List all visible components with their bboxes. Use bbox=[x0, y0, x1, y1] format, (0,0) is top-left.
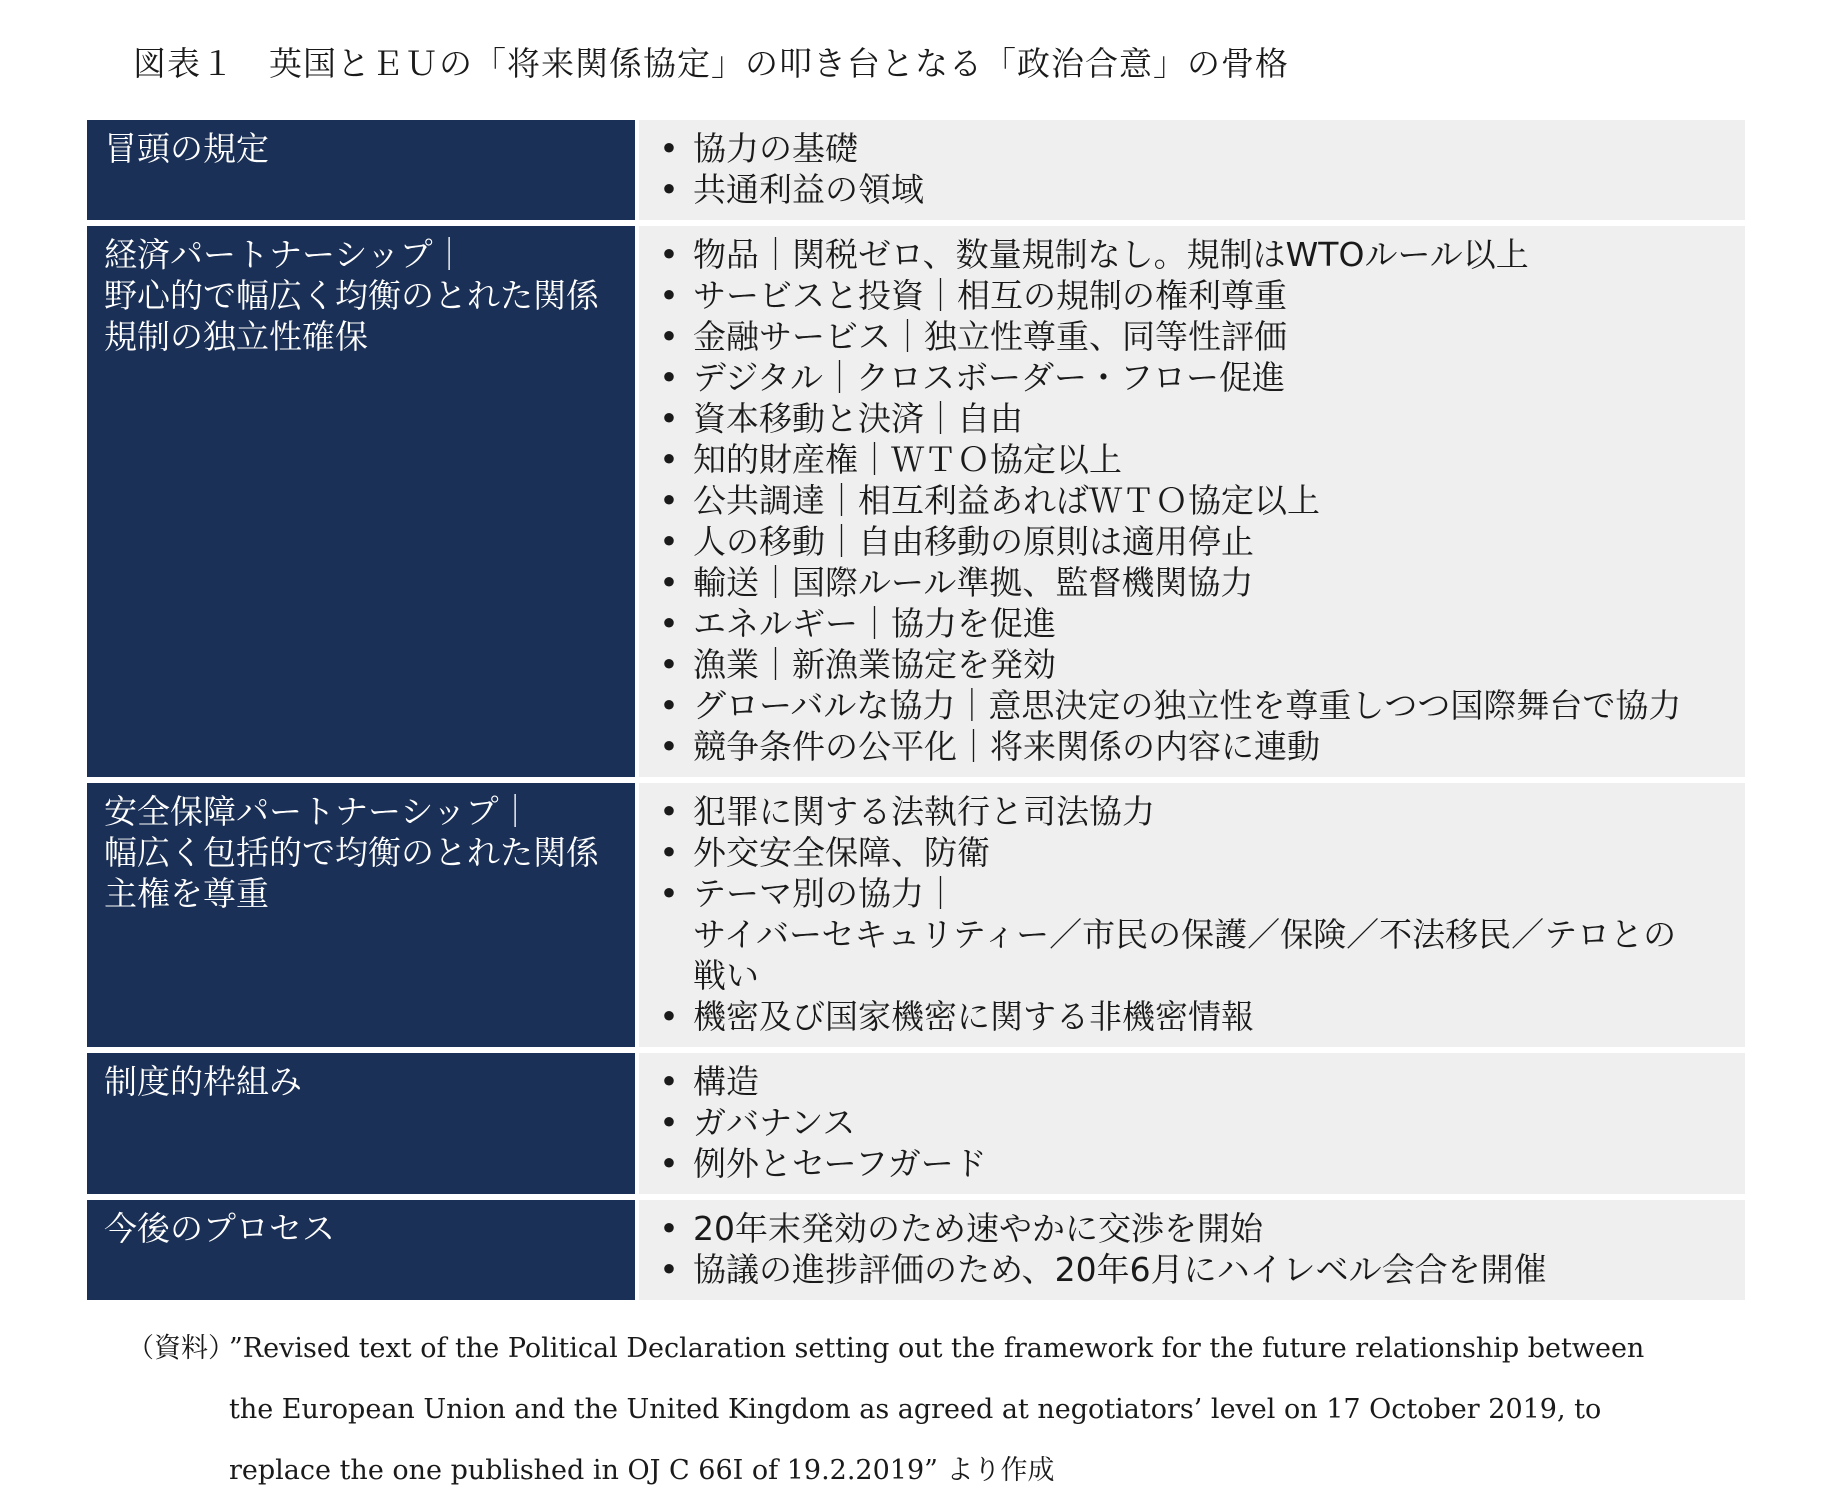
bullet-icon: • bbox=[659, 235, 679, 274]
item-list bbox=[639, 783, 1745, 1047]
category-cell bbox=[87, 1053, 639, 1194]
category-label: 今後のプロセス bbox=[104, 1209, 335, 1248]
list-item bbox=[639, 791, 1745, 832]
item-text: 犯罪に関する法執行と司法協力 bbox=[693, 792, 1155, 831]
bullet-icon: • bbox=[659, 522, 679, 561]
category-cell bbox=[87, 1200, 639, 1300]
category-label: 経済パートナーシップ｜ bbox=[104, 235, 466, 274]
list-item bbox=[639, 873, 1745, 996]
list-item bbox=[639, 316, 1745, 357]
item-text: 競争条件の公平化｜将来関係の内容に連動 bbox=[693, 727, 1320, 766]
list-item bbox=[639, 398, 1745, 439]
table-row bbox=[87, 226, 1745, 783]
bullet-icon: • bbox=[659, 686, 679, 725]
category-cell bbox=[87, 120, 639, 220]
list-item bbox=[639, 169, 1745, 210]
bullet-icon: • bbox=[659, 604, 679, 643]
list-item bbox=[639, 832, 1745, 873]
bullet-icon: • bbox=[659, 997, 679, 1036]
framework-table bbox=[87, 120, 1745, 1300]
item-text: 協力の基礎 bbox=[693, 129, 858, 168]
table-row bbox=[87, 1200, 1745, 1300]
item-text: 構造 bbox=[693, 1062, 759, 1101]
list-item bbox=[639, 603, 1745, 644]
item-text: 外交安全保障、防衛 bbox=[693, 833, 990, 872]
item-list bbox=[639, 1053, 1745, 1194]
figure-title: 図表１ 英国とＥＵの「将来関係協定」の叩き台となる「政治合意」の骨格 bbox=[133, 44, 1289, 83]
list-item bbox=[639, 1102, 1745, 1143]
list-item bbox=[639, 562, 1745, 603]
bullet-icon: • bbox=[659, 440, 679, 479]
list-item bbox=[639, 439, 1745, 480]
bullet-icon: • bbox=[659, 358, 679, 397]
table-row bbox=[87, 1053, 1745, 1200]
bullet-icon: • bbox=[659, 1144, 679, 1183]
item-text: 20年末発効のため速やかに交渉を開始 bbox=[693, 1209, 1263, 1248]
bullet-icon: • bbox=[659, 833, 679, 872]
item-text: 人の移動｜自由移動の原則は適用停止 bbox=[693, 522, 1254, 561]
table-row bbox=[87, 783, 1745, 1053]
source-line: the European Union and the United Kingdom as agreed at negotiators’ level on 17 October 2019, to bbox=[229, 1394, 1602, 1425]
bullet-icon: • bbox=[659, 481, 679, 520]
bullet-icon: • bbox=[659, 1062, 679, 1101]
item-text: サービスと投資｜相互の規制の権利尊重 bbox=[693, 276, 1287, 315]
source-text bbox=[229, 1318, 1824, 1501]
list-item bbox=[639, 996, 1745, 1037]
item-text: 共通利益の領域 bbox=[693, 170, 924, 209]
list-item bbox=[639, 726, 1745, 767]
category-label: 主権を尊重 bbox=[104, 874, 269, 913]
category-label: 制度的枠組み bbox=[104, 1062, 302, 1101]
bullet-icon: • bbox=[659, 1250, 679, 1289]
bullet-icon: • bbox=[659, 317, 679, 356]
list-item bbox=[639, 1061, 1745, 1102]
bullet-icon: • bbox=[659, 874, 679, 913]
list-item bbox=[639, 480, 1745, 521]
item-text: テーマ別の協力｜ bbox=[693, 874, 957, 913]
item-list bbox=[639, 1200, 1745, 1300]
item-text: 例外とセーフガード bbox=[693, 1144, 987, 1183]
list-item bbox=[639, 357, 1745, 398]
bullet-icon: • bbox=[659, 399, 679, 438]
item-text: 機密及び国家機密に関する非機密情報 bbox=[693, 997, 1254, 1036]
bullet-icon: • bbox=[659, 727, 679, 766]
bullet-icon: • bbox=[659, 129, 679, 168]
source-line: ”Revised text of the Political Declaration setting out the framework for the future relationship between bbox=[229, 1333, 1645, 1364]
list-item bbox=[639, 644, 1745, 685]
list-item bbox=[639, 685, 1745, 726]
item-text: ガバナンス bbox=[693, 1103, 856, 1142]
category-label: 冒頭の規定 bbox=[104, 129, 269, 168]
bullet-icon: • bbox=[659, 563, 679, 602]
source-line: replace the one published in OJ C 66I of 19.2.2019” より作成 bbox=[229, 1455, 1055, 1486]
item-text: 戦い bbox=[693, 956, 759, 995]
list-item bbox=[639, 1143, 1745, 1184]
list-item bbox=[639, 275, 1745, 316]
list-item bbox=[639, 1208, 1745, 1249]
list-item bbox=[639, 1249, 1745, 1290]
category-cell bbox=[87, 783, 639, 1047]
source-label: （資料） bbox=[127, 1333, 235, 1364]
category-label: 規制の独立性確保 bbox=[104, 317, 368, 356]
table-row bbox=[87, 120, 1745, 226]
item-text: 物品｜関税ゼロ、数量規制なし。規制はWTOルール以上 bbox=[693, 235, 1529, 274]
bullet-icon: • bbox=[659, 645, 679, 684]
item-text: 公共調達｜相互利益あればＷＴＯ協定以上 bbox=[693, 481, 1320, 520]
item-text: デジタル｜クロスボーダー・フロー促進 bbox=[693, 358, 1286, 397]
list-item bbox=[639, 521, 1745, 562]
item-text: 資本移動と決済｜自由 bbox=[693, 399, 1023, 438]
item-list bbox=[639, 120, 1745, 220]
item-text: 金融サービス｜独立性尊重、同等性評価 bbox=[693, 317, 1287, 356]
category-label: 幅広く包括的で均衡のとれた関係 bbox=[104, 833, 599, 872]
bullet-icon: • bbox=[659, 1209, 679, 1248]
item-list bbox=[639, 226, 1745, 777]
category-label: 野心的で幅広く均衡のとれた関係 bbox=[104, 276, 599, 315]
list-item bbox=[639, 234, 1745, 275]
category-cell bbox=[87, 226, 639, 777]
item-text: エネルギー｜協力を促進 bbox=[693, 604, 1056, 643]
item-text: サイバーセキュリティー／市民の保護／保険／不法移民／テロとの bbox=[693, 915, 1677, 954]
item-text: 知的財産権｜ＷＴＯ協定以上 bbox=[693, 440, 1122, 479]
item-text: グローバルな協力｜意思決定の独立性を尊重しつつ国際舞台で協力 bbox=[693, 686, 1682, 725]
bullet-icon: • bbox=[659, 1103, 679, 1142]
item-text: 漁業｜新漁業協定を発効 bbox=[693, 645, 1056, 684]
list-item bbox=[639, 128, 1745, 169]
bullet-icon: • bbox=[659, 170, 679, 209]
bullet-icon: • bbox=[659, 792, 679, 831]
item-text: 輸送｜国際ルール準拠、監督機関協力 bbox=[693, 563, 1254, 602]
item-text: 協議の進捗評価のため、20年6月にハイレベル会合を開催 bbox=[693, 1250, 1547, 1289]
source-note bbox=[127, 1318, 1824, 1501]
bullet-icon: • bbox=[659, 276, 679, 315]
category-label: 安全保障パートナーシップ｜ bbox=[104, 792, 532, 831]
